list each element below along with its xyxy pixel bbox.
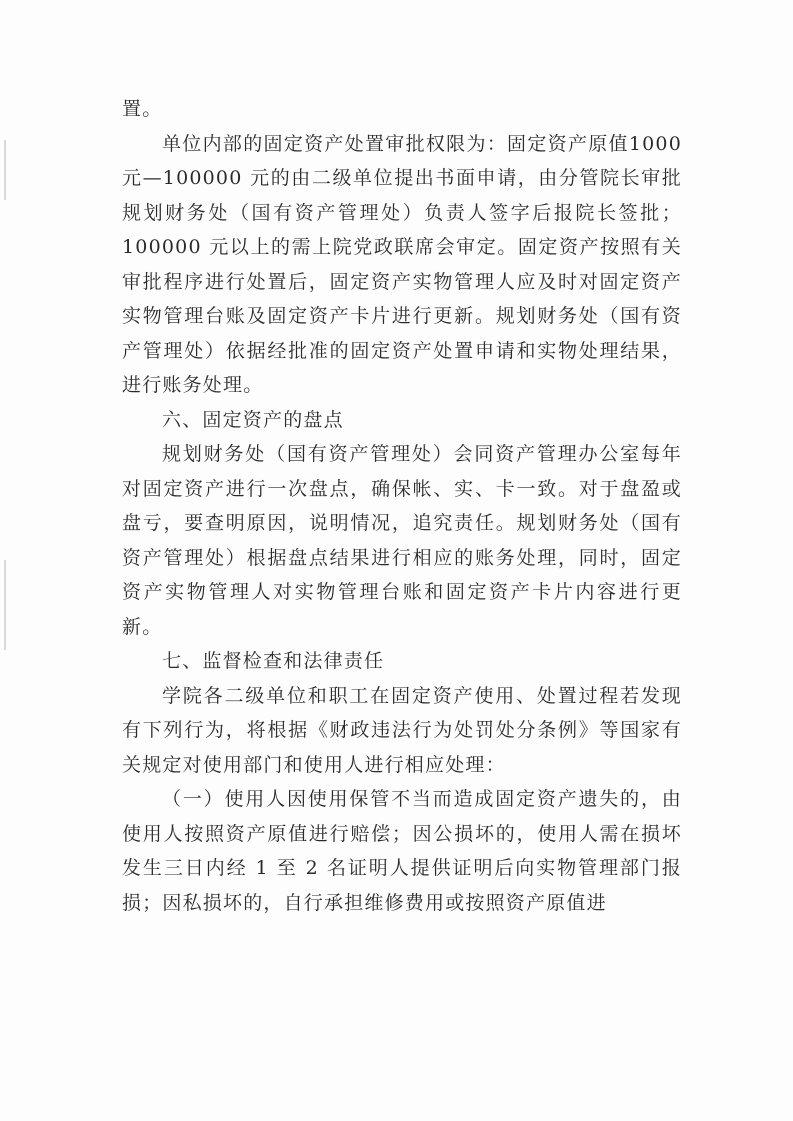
- section-heading-inventory: 六、固定资产的盘点: [162, 408, 344, 431]
- section-heading-supervision: 七、监督检查和法律责任: [162, 650, 385, 672]
- paragraph-continuation: 置。: [122, 98, 163, 120]
- paragraph-item-one: （一）使用人因使用保管不当而造成固定资产遗失的，由使用人按照资产原值进行赔偿；因公损坏的，使用人需在损坏发生三日内经 1 至 2 名证明人提供证明后向实物管理部门报损；因私损坏的，自行承担维修费用或按照资产原值进: [122, 788, 682, 914]
- paragraph-disposal-approval: 单位内部的固定资产处置审批权限为：固定资产原值1000 元—100000 元的由二级单位提出书面申请，由分管院长审批规划财务处（国有资产管理处）负责人签字后报院长签批；100000 元以上的需上院党政联席会审定。固定资产按照有关审批程序进行处置后，固定资产实物管理人应及时对固定资产实物管理台账及固定资产卡片进行更新。规划财务处（国有资产管理处）依据经批准的固定资产处置申请和实物处理结果，进行账务处理。: [122, 132, 682, 396]
- document-body: [122, 92, 682, 920]
- paragraph-inventory: 规划财务处（国有资产管理处）会同资产管理办公室每年对固定资产进行一次盘点，确保帐、实、卡一致。对于盘盈或盘亏，要查明原因，说明情况，追究责任。规划财务处（国有资产管理处）根据盘点结果进行相应的账务处理，同时，固定资产实物管理人对实物管理台账和固定资产卡片内容进行更新。: [122, 443, 682, 638]
- scan-edge-mark: [4, 560, 6, 650]
- paragraph-supervision-intro: 学院各二级单位和职工在固定资产使用、处置过程若发现有下列行为，将根据《财政违法行为处罚处分条例》等国家有关规定对使用部门和使用人进行相应处理：: [122, 684, 682, 776]
- scan-edge-mark: [4, 140, 6, 200]
